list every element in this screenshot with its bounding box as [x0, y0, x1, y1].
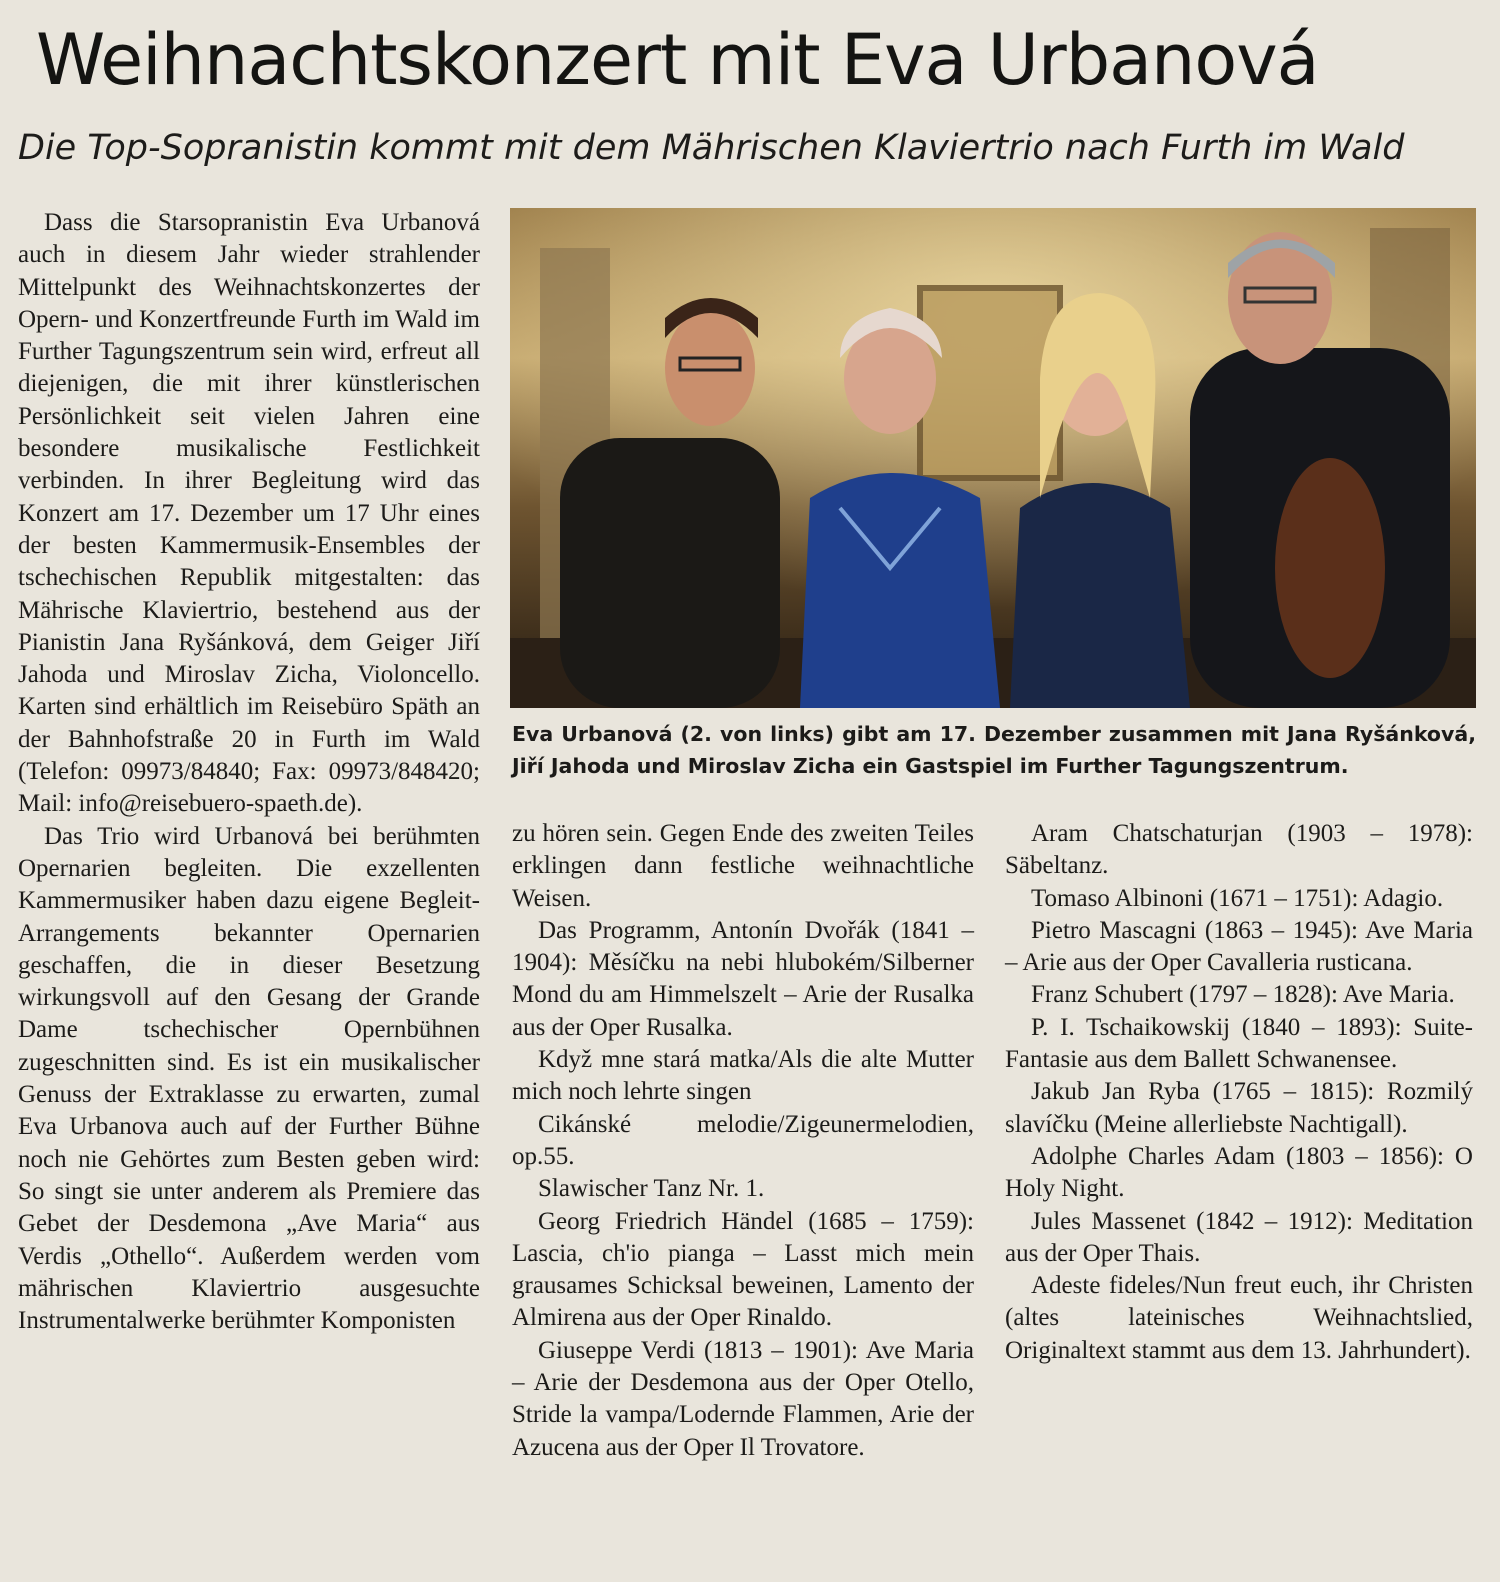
article-subheadline: Die Top-Sopranistin kommt mit dem Mährischen Klaviertrio nach Furth im Wald: [18, 128, 1405, 168]
program-item: Tomaso Albinoni (1671 – 1751): Adagio.: [1031, 884, 1444, 912]
paragraph: Georg Friedrich Händel (1685 – 1759): Lascia, ch'io pianga – Lasst mich mein grausames Schicksal beweinen, Lamento der Almirena aus der Oper Rinaldo.: [512, 1207, 974, 1332]
program-item: Jakub Jan Ryba (1765 – 1815): Rozmilý slavíčku (Meine allerliebste Nachtigall).: [1005, 1078, 1473, 1138]
paragraph: Dass die Starsopranistin Eva Urbanová auch in diesem Jahr wieder strahlender Mittelpunkt des Weihnachtskonzertes der Opern- und Konzertfreunde Furth im Wald im Further Tagungszentrum sein wird, erfreut all diejenigen, die mit ihrer künstlerischen Persönlichkeit seit vielen Jahren eine besondere musikalische Festlichkeit verbinden. In ihrer Begleitung wird das Konzert am 17. Dezember um 17 Uhr eines der besten Kammermusik-Ensembles der tschechischen Republik mitgestalten: das Mährische Klaviertrio, bestehend aus der Pianistin Jana Ryšánková, dem Geiger Jiří Jahoda und Miroslav Zicha, Violoncello. Karten sind erhältlich im Reisebüro Späth an der Bahnhofstraße 20 in Furth im Wald (Telefon: 09973/84840; Fax: 09973/848420; Mail: info@reisebuero-spaeth.de).: [18, 209, 480, 818]
program-item: Adeste fideles/Nun freut euch, ihr Christen (altes lateinisches Weihnachtslied, Originaltext stammt aus dem 13. Jahrhundert).: [1005, 1272, 1473, 1364]
paragraph: Cikánské melodie/Zigeunermelodien, op.55.: [512, 1110, 974, 1170]
concert-photo: [510, 208, 1476, 708]
paragraph: zu hören sein. Gegen Ende des zweiten Teiles erklingen dann festliche weihnachtliche Weisen.: [512, 820, 974, 912]
article-column-2: [512, 818, 974, 1464]
program-item: Adolphe Charles Adam (1803 – 1856): O Holy Night.: [1005, 1142, 1473, 1203]
article-column-3: [1005, 818, 1473, 1367]
paragraph: Giuseppe Verdi (1813 – 1901): Ave Maria – Arie der Desdemona aus der Oper Otello, Stride la vampa/Lodernde Flammen, Arie der Azucena aus der Oper Il Trovatore.: [512, 1336, 974, 1461]
paragraph: Slawischer Tanz Nr. 1.: [538, 1175, 765, 1203]
article-headline: Weihnachtskonzert mit Eva Urbanová: [36, 19, 1319, 101]
program-item: P. I. Tschaikowskij (1840 – 1893): Suite-Fantasie aus dem Ballett Schwanensee.: [1005, 1013, 1473, 1074]
paragraph: Když mne stará matka/Als die alte Mutter mich noch lehrte singen: [512, 1046, 974, 1106]
article-column-1: [18, 207, 480, 1337]
photo-caption: Eva Urbanová (2. von links) gibt am 17. Dezember zusammen mit Jana Ryšánková, Jiří Jahoda und Miroslav Zicha ein Gastspiel im Further Tagungszentrum.: [512, 722, 1476, 778]
program-item: Franz Schubert (1797 – 1828): Ave Maria.: [1031, 981, 1455, 1009]
program-item: Aram Chatschaturjan (1903 – 1978): Säbeltanz.: [1005, 820, 1473, 880]
paragraph: Das Trio wird Urbanová bei berühmten Opernarien begleiten. Die exzellenten Kammermusiker haben dazu eigene Begleit-Arrangements bekannter Opernarien geschaffen, die in dieser Besetzung wirkungsvoll auf den Gesang der Grande Dame tschechischer Opernbühnen zugeschnitten sind. Es ist ein musikalischer Genuss der Extraklasse zu erwarten, zumal Eva Urbanova auch auf der Further Bühne noch nie Gehörtes zum Besten geben wird: So singt sie unter anderem als Premiere das Gebet der Desdemona „Ave Maria“ aus Verdis „Othello“. Außerdem werden vom mährischen Klaviertrio ausgesuchte Instrumentalwerke berühmter Komponisten: [18, 822, 480, 1335]
program-item: Jules Massenet (1842 – 1912): Meditation aus der Oper Thais.: [1005, 1207, 1473, 1267]
photo-illustration: [510, 208, 1476, 708]
program-item: Pietro Mascagni (1863 – 1945): Ave Maria – Arie aus der Oper Cavalleria rusticana.: [1005, 916, 1473, 977]
paragraph: Das Programm, Antonín Dvořák (1841 – 1904): Měsíčku na nebi hlubokém/Silberner Mond du am Himmelszelt – Arie der Rusalka aus der Oper Rusalka.: [512, 916, 974, 1041]
